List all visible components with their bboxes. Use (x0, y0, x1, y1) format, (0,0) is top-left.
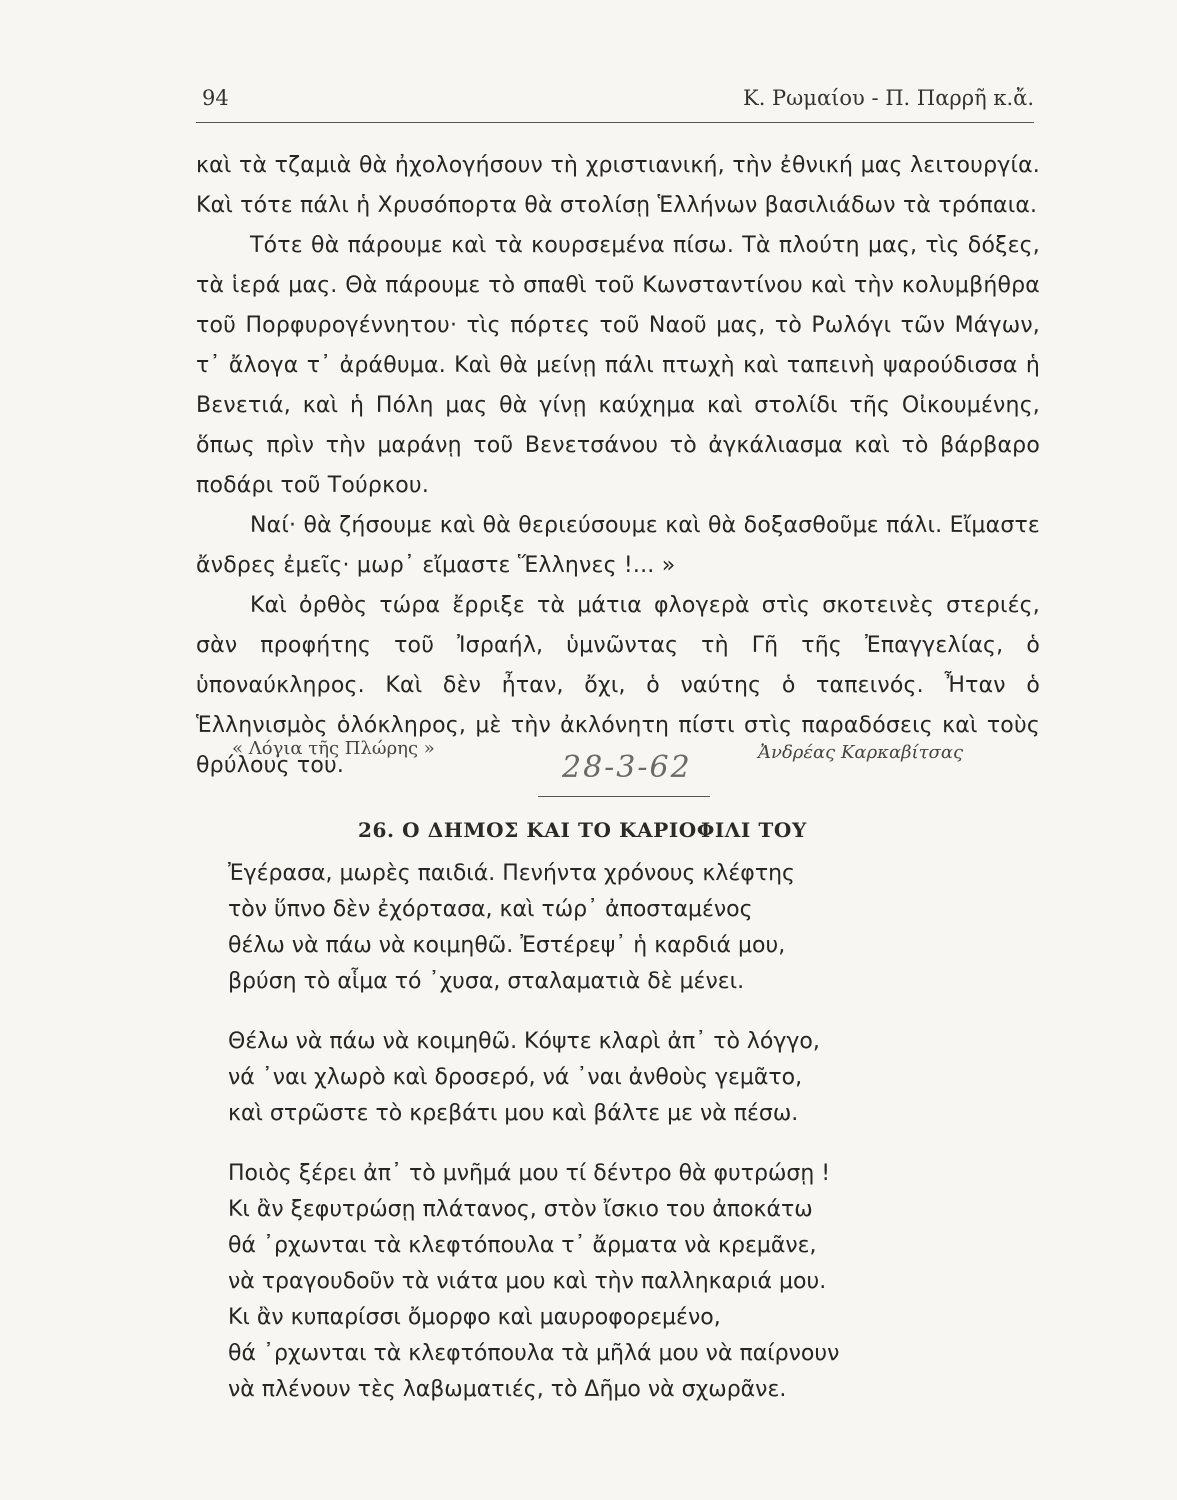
prose-paragraph: καὶ τὰ τζαμιὰ θὰ ἠχολογήσουν τὴ χριστιανική, τὴν ἐθνική μας λειτουργία. Καὶ τότε πάλι ἡ Χρυσόπορτα θὰ στολίσῃ Ἑλλήνων βασιλιάδων τὰ τρόπαια. (196, 153, 1040, 218)
page-number: 94 (202, 86, 229, 110)
poem-line: θά ᾿ρχωνται τὰ κλεφτόπουλα τὰ μῆλά μου νὰ παίρνουν (228, 1341, 840, 1366)
prose-paragraph: Καὶ ὀρθὸς τώρα ἔρριξε τὰ μάτια φλογερὰ στὶς σκοτεινὲς στεριές, σὰν προφήτης τοῦ Ἰσραήλ, ὑμνῶντας τὴ Γῆ τῆς Ἐπαγγελίας, ὁ ὑποναύκληρος. Καὶ δὲν ἦταν, ὄχι, ὁ ναύτης ὁ ταπεινός. Ἦταν ὁ Ἑλληνισμὸς ὁλόκληρος, μὲ τὴν ἀκλόνητη πίστι στὶς παραδόσεις καὶ τοὺς θρύλους του. (196, 593, 1040, 778)
header-rule (196, 122, 1034, 123)
poem-line: θέλω νὰ πάω νὰ κοιμηθῶ. Ἐστέρεψ᾿ ἡ καρδιά μου, (228, 933, 786, 958)
page-header (196, 86, 1034, 120)
source-work: « Λόγια τῆς Πλώρης » (232, 738, 435, 759)
poem-line: νὰ πλένουν τὲς λαβωματιές, τὸ Δῆμο νὰ σχωρᾶνε. (228, 1377, 787, 1402)
poem-title: 26. Ο ΔΗΜΟΣ ΚΑΙ ΤΟ ΚΑΡΙΟΦΙΛΙ ΤΟΥ (358, 818, 807, 842)
poem-line: Ποιὸς ξέρει ἀπ᾿ τὸ μνῆμά μου τί δέντρο θὰ φυτρώσῃ ! (228, 1161, 831, 1186)
source-author: Ἀνδρέας Καρκαβίτσας (758, 742, 964, 763)
poem-stanza (228, 856, 1008, 1000)
poem-line: καὶ στρῶστε τὸ κρεβάτι μου καὶ βάλτε με νὰ πέσω. (228, 1101, 799, 1126)
poem-line: Θέλω νὰ πάω νὰ κοιμηθῶ. Κόψτε κλαρὶ ἀπ᾿ τὸ λόγγο, (228, 1029, 820, 1054)
poem-line: θά ᾿ρχωνται τὰ κλεφτόπουλα τ᾿ ἄρματα νὰ κρεμᾶνε, (228, 1233, 817, 1258)
poem-line: Κι ἂν ξεφυτρώσῃ πλάτανος, στὸν ἴσκιο του ἀποκάτω (228, 1197, 813, 1222)
poem (228, 856, 1008, 1432)
prose-paragraph: Ναί· θὰ ζήσουμε καὶ θὰ θεριεύσουμε καὶ θὰ δοξασθοῦμε πάλι. Εἴμαστε ἄνδρες ἐμεῖς· μωρ᾿ εἴμαστε Ἕλληνες !... » (196, 513, 1040, 578)
poem-line: βρύση τὸ αἷμα τό ᾿χυσα, σταλαματιὰ δὲ μένει. (228, 969, 745, 994)
handwritten-underline (538, 796, 710, 797)
poem-stanza (228, 1156, 1008, 1408)
poem-line: τὸν ὕπνο δὲν ἐχόρτασα, καὶ τώρ᾿ ἀποσταμένος (228, 897, 753, 922)
poem-line: Κι ἂν κυπαρίσσι ὄμορφο καὶ μαυροφορεμένο, (228, 1305, 721, 1330)
prose-paragraph: Τότε θὰ πάρουμε καὶ τὰ κουρσεμένα πίσω. Τὰ πλούτη μας, τὶς δόξες, τὰ ἱερά μας. Θὰ πάρουμε τὸ σπαθὶ τοῦ Κωνσταντίνου καὶ τὴν κολυμβήθρα τοῦ Πορφυρογέννητου· τὶς πόρτες τοῦ Ναοῦ μας, τὸ Ρωλόγι τῶν Μάγων, τ᾿ ἄλογα τ᾿ ἀράθυμα. Καὶ θὰ μείνῃ πάλι πτωχὴ καὶ ταπεινὴ ψαρούδισσα ἡ Βενετιά, καὶ ἡ Πόλη μας θὰ γίνῃ καύχημα καὶ στολίδι τῆς Οἰκουμένης, ὅπως πρὶν τὴν μαράνῃ τοῦ Βενετσάνου τὸ ἀγκάλιασμα καὶ τὸ βάρβαρο ποδάρι τοῦ Τούρκου. (196, 233, 1040, 498)
poem-line: νά ᾿ναι χλωρὸ καὶ δροσερό, νά ᾿ναι ἀνθοὺς γεμᾶτο, (228, 1065, 803, 1090)
handwritten-date: 28-3-62 (562, 750, 692, 785)
poem-line: νὰ τραγουδοῦν τὰ νιάτα μου καὶ τὴν παλληκαριά μου. (228, 1269, 827, 1294)
poem-line: Ἐγέρασα, μωρὲς παιδιά. Πενήντα χρόνους κλέφτης (228, 861, 795, 886)
poem-stanza (228, 1024, 1008, 1132)
prose-passage (196, 146, 1040, 786)
running-title: Κ. Ρωμαίου - Π. Παρρῆ κ.ἄ. (743, 86, 1034, 110)
